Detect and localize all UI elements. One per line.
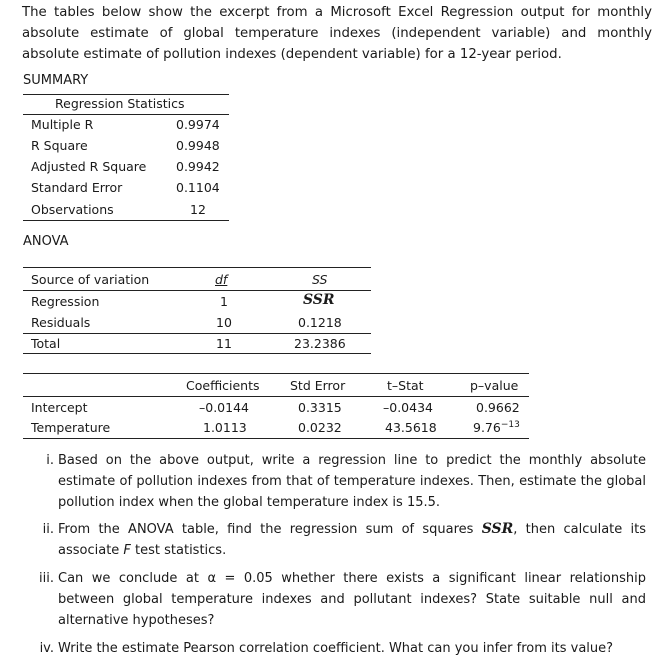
question-intro-text: The tables below show the excerpt from a Microsoft Excel Regression output for monthly absolute estimate of global temperature indexes (independent variable) and monthly absolute estimate of pollution indexes (dependent variable) for a 12-year period. [22, 5, 652, 62]
anova-df: 10 [216, 315, 232, 330]
header-source: Source of variation [31, 272, 150, 287]
stat-value: 0.9948 [176, 138, 220, 153]
header-coefficients: Coefficients [186, 378, 260, 393]
coef-std-error: 0.3315 [298, 400, 342, 415]
anova-heading: ANOVA [23, 234, 69, 249]
anova-ss: 23.2386 [294, 336, 346, 351]
header-df: df [215, 272, 228, 287]
question-ii [42, 519, 646, 561]
anova-source: Total [31, 336, 61, 351]
stat-label: Standard Error [31, 180, 123, 195]
question-i [46, 450, 646, 513]
table-rule [23, 438, 529, 439]
anova-source: Regression [31, 294, 100, 309]
table-rule [23, 220, 229, 221]
header-std-error: Std Error [290, 378, 346, 393]
question-text: , then calculate its associate [58, 522, 646, 558]
coef-std-error: 0.0232 [298, 420, 342, 435]
question-intro [4, 2, 652, 65]
stat-label: Adjusted R Square [31, 159, 147, 174]
question-label: ii. [42, 522, 54, 537]
question-text: Based on the above output, write a regression line to predict the monthly absolute estimate of pollution indexes from that of temperature indexes. Then, estimate the global pollution index when the global temperature index is 15.5. [58, 453, 646, 510]
coef-row-name: Temperature [31, 420, 111, 435]
coef-value: –0.0144 [199, 400, 249, 415]
table-rule [23, 114, 229, 115]
f-symbol: F [123, 543, 131, 558]
table-rule [23, 290, 371, 291]
stat-value: 0.9942 [176, 159, 220, 174]
anova-df: 1 [220, 294, 228, 309]
question-text: whether there exists a significant linear relationship between global temperature indexes and pollutant indexes? State suitable null and alternative hypotheses? [58, 571, 646, 628]
alpha-level: α = 0.05 [207, 571, 273, 586]
coef-t-stat: –0.0434 [383, 400, 433, 415]
summary-heading: SUMMARY [23, 73, 89, 88]
question-label: iv. [39, 641, 54, 656]
table-rule [23, 373, 529, 374]
question-text: test statistics. [130, 543, 227, 558]
table-rule [23, 396, 529, 397]
stat-label: Multiple R [31, 117, 94, 132]
table-rule [23, 94, 229, 95]
coef-p-value: 0.9662 [476, 400, 520, 415]
stat-value: 0.9974 [176, 117, 220, 132]
question-label: iii. [39, 571, 54, 586]
question-text: Can we conclude at [58, 571, 208, 586]
stat-value: 12 [190, 202, 206, 217]
question-iii [39, 568, 646, 631]
coef-t-stat: 43.5618 [385, 420, 437, 435]
question-label: i. [46, 453, 54, 468]
question-iv [39, 638, 646, 659]
coef-value: 1.0113 [203, 420, 247, 435]
anova-ss: SSR [303, 292, 335, 308]
anova-ss: 0.1218 [298, 315, 342, 330]
coef-row-name: Intercept [31, 400, 88, 415]
anova-source: Residuals [31, 315, 91, 330]
anova-df: 11 [216, 336, 232, 351]
p-value-mantissa: 9.76 [473, 420, 501, 436]
table-title: Regression Statistics [55, 96, 185, 111]
p-value-exponent: −13 [500, 420, 520, 430]
header-p-value: p–value [470, 378, 519, 393]
stat-value: 0.1104 [176, 180, 220, 195]
question-text: From the ANOVA table, find the regression sum of squares [58, 522, 482, 537]
stat-label: Observations [31, 202, 114, 217]
table-rule [23, 267, 371, 268]
header-ss: SS [312, 272, 328, 287]
header-t-stat: t–Stat [387, 378, 424, 393]
table-rule [23, 353, 371, 354]
stat-label: R Square [31, 138, 88, 153]
table-rule [23, 333, 371, 334]
question-number [4, 2, 22, 23]
question-text: Write the estimate Pearson correlation coefficient. What can you infer from its value? [58, 641, 614, 656]
ssr-symbol: SSR [481, 521, 514, 537]
coef-p-value [473, 420, 520, 435]
